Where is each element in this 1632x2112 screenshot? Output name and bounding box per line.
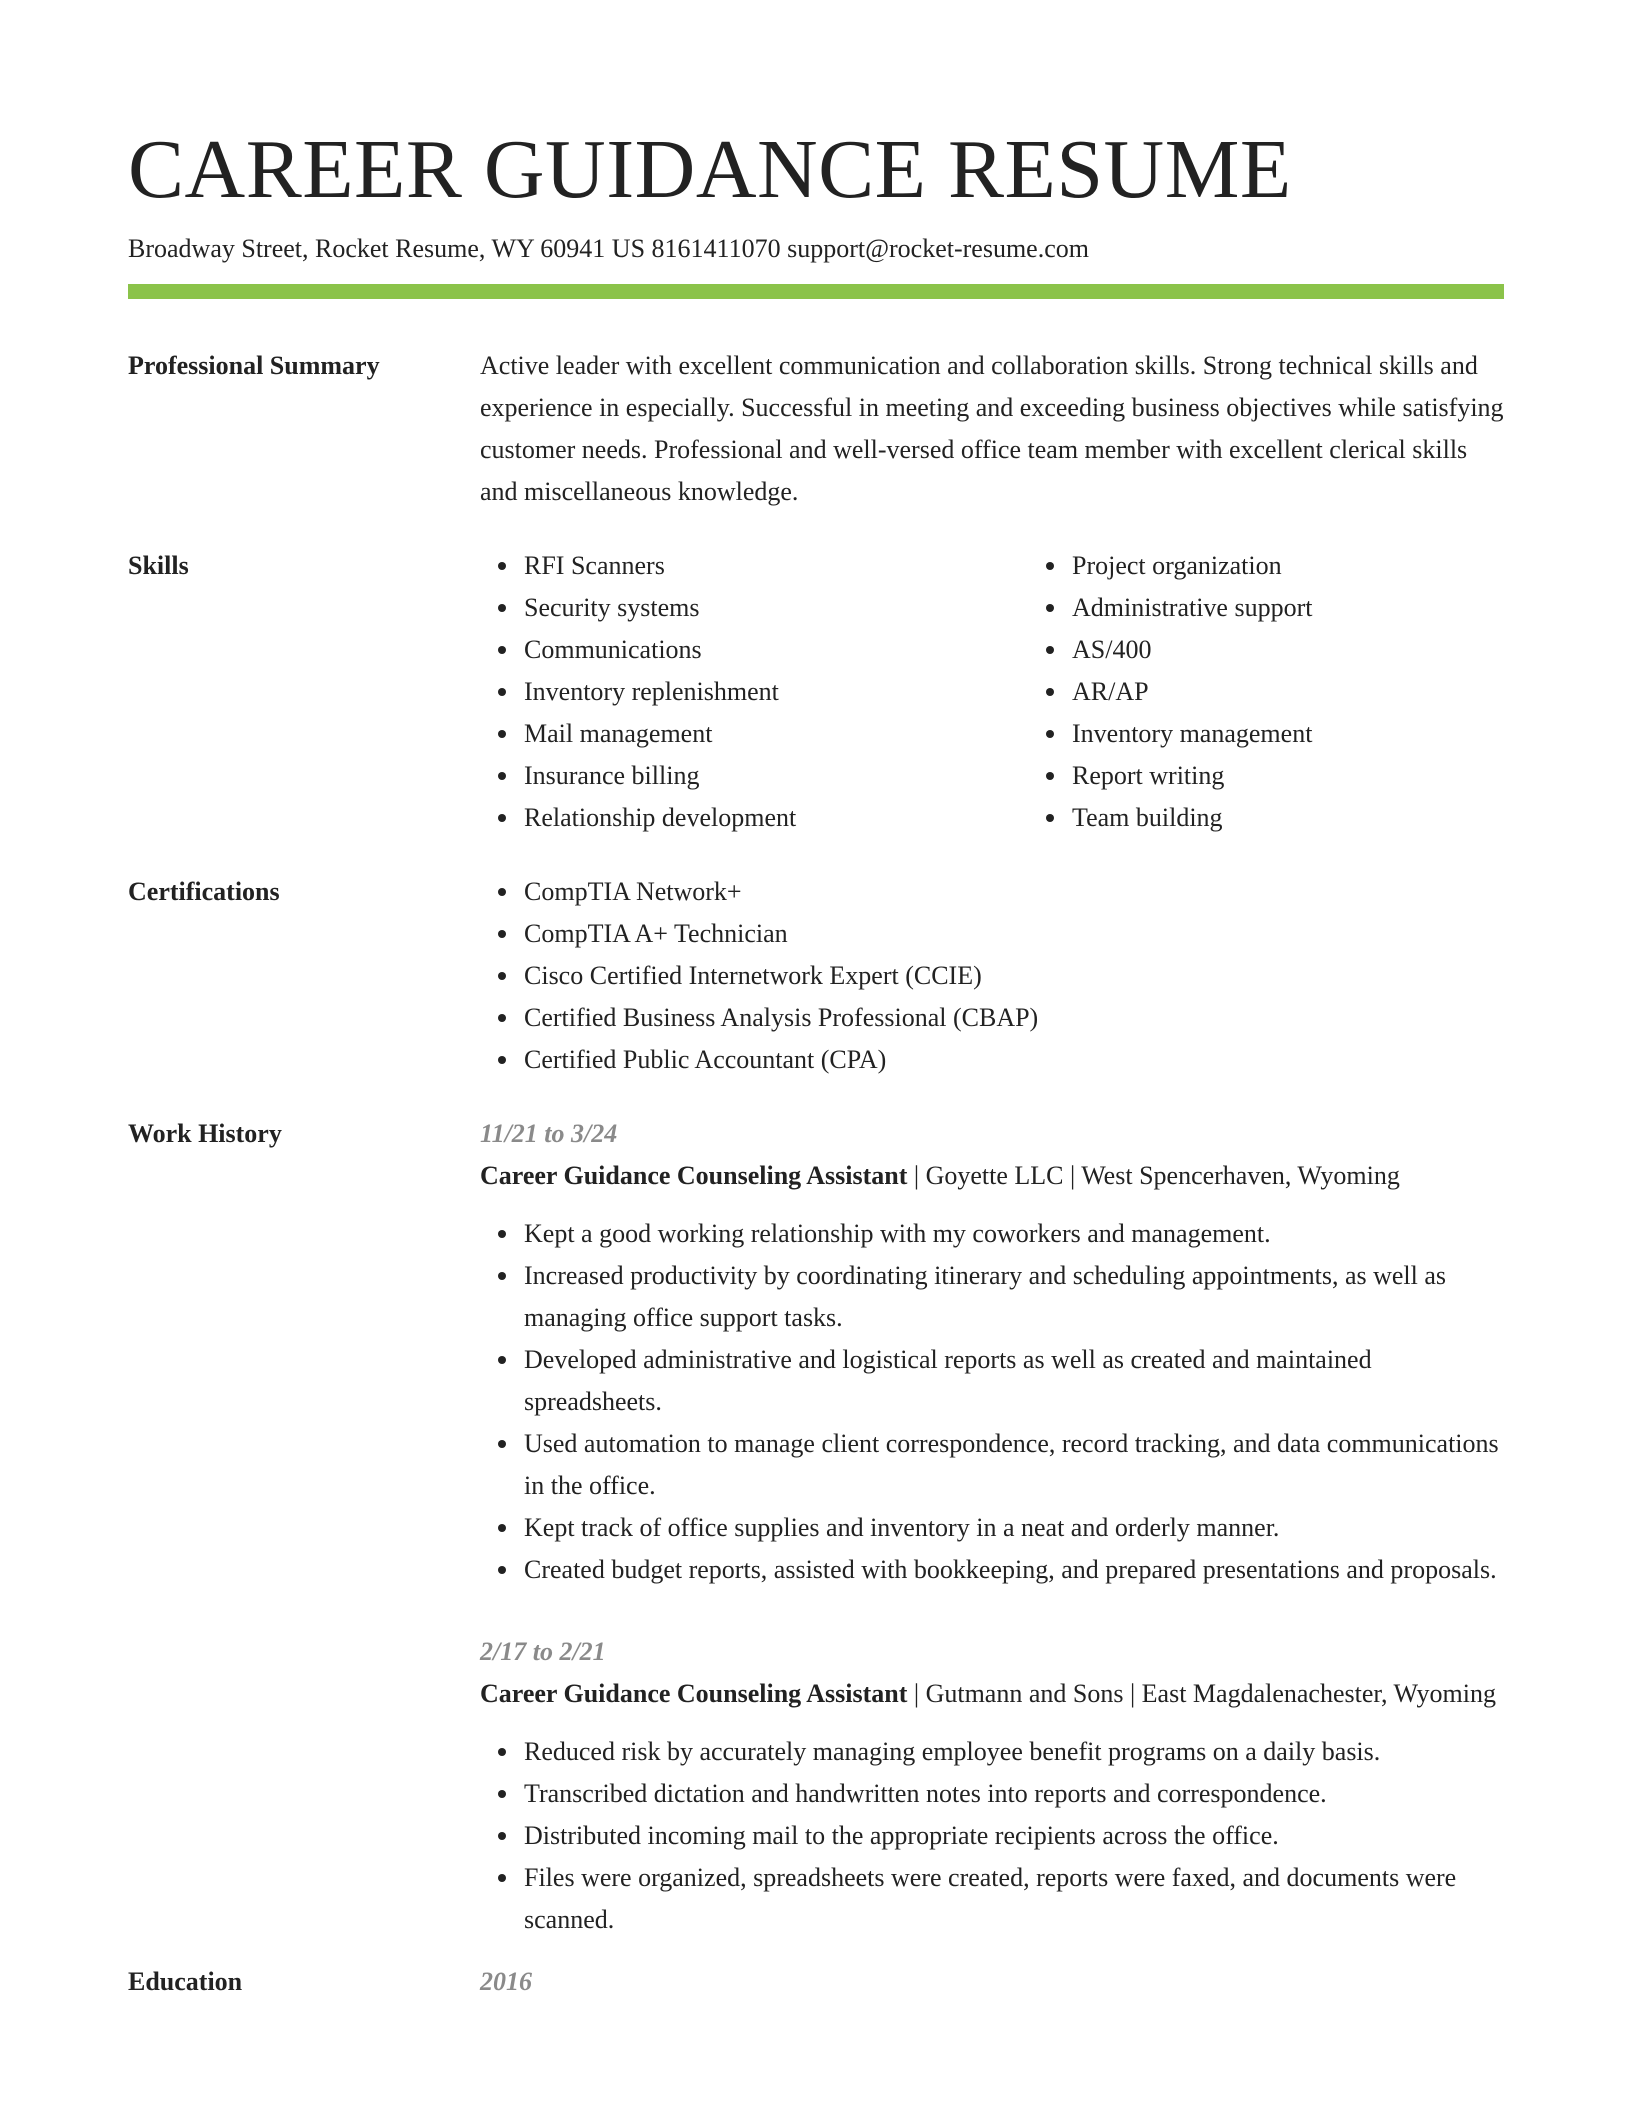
skills-heading: Skills (128, 551, 189, 580)
job-bullet: Reduced risk by accurately managing employee benefit programs on a daily basis. (524, 1731, 1504, 1773)
education-body (480, 1961, 1504, 2003)
job-dates: 11/21 to 3/24 (480, 1119, 618, 1148)
resume-name: CAREER GUIDANCE RESUME (128, 123, 1292, 216)
certification-item: Certified Public Accountant (CPA) (524, 1039, 1504, 1081)
skill-item: Report writing (1072, 755, 1504, 797)
work-history-body (480, 1113, 1504, 1941)
work-history-heading: Work History (128, 1119, 282, 1148)
skill-item: Project organization (1072, 545, 1504, 587)
skill-item: Security systems (524, 587, 1028, 629)
summary-heading: Professional Summary (128, 351, 380, 380)
certification-item: CompTIA A+ Technician (524, 913, 1504, 955)
work-history-section (128, 1113, 1504, 1941)
certification-item: CompTIA Network+ (524, 871, 1504, 913)
skill-item: Administrative support (1072, 587, 1504, 629)
resume-page (128, 120, 1504, 2003)
job-bullet: Kept track of office supplies and inventory in a neat and orderly manner. (524, 1507, 1504, 1549)
job-bullet: Developed administrative and logistical reports as well as created and maintained spreadsheets. (524, 1339, 1504, 1423)
job-bullet: Created budget reports, assisted with bookkeeping, and prepared presentations and proposals. (524, 1549, 1504, 1591)
education-heading: Education (128, 1967, 243, 1996)
header-divider (128, 284, 1504, 299)
skill-item: Mail management (524, 713, 1028, 755)
job-bullets (480, 1213, 1504, 1591)
skills-section (128, 545, 1504, 839)
skill-item: AS/400 (1072, 629, 1504, 671)
certifications-body (480, 871, 1504, 1081)
skill-item: Insurance billing (524, 755, 1028, 797)
job-title-line (480, 1673, 1504, 1715)
skill-item: Team building (1072, 797, 1504, 839)
summary-text: Active leader with excellent communication and collaboration skills. Strong technical skills and experience in especially. Successful in meeting and exceeding business objectives while satisfying customer needs. Professional and well-versed office team member with excellent clerical skills and miscellaneous knowledge. (480, 351, 1504, 506)
certification-item: Cisco Certified Internetwork Expert (CCIE) (524, 955, 1504, 997)
summary-section (128, 345, 1504, 513)
contact-address: Broadway Street, Rocket Resume, WY 60941 US (128, 234, 646, 263)
skills-columns (480, 545, 1504, 839)
job-bullet: Files were organized, spreadsheets were created, reports were faxed, and documents were scanned. (524, 1857, 1504, 1941)
job-title-line (480, 1155, 1504, 1197)
skill-item: Communications (524, 629, 1028, 671)
contact-phone: 8161411070 (651, 234, 781, 263)
certifications-list (480, 871, 1504, 1081)
job-bullets (480, 1731, 1504, 1941)
contact-email: support@rocket-resume.com (787, 234, 1089, 263)
job-details: | Goyette LLC | West Spencerhaven, Wyoming (907, 1161, 1400, 1190)
certification-item: Certified Business Analysis Professional (CBAP) (524, 997, 1504, 1039)
job-entry (480, 1113, 1504, 1591)
job-role: Career Guidance Counseling Assistant (480, 1679, 908, 1708)
skills-body (480, 545, 1504, 839)
education-section (128, 1961, 1504, 2003)
job-bullet: Transcribed dictation and handwritten notes into reports and correspondence. (524, 1773, 1504, 1815)
job-bullet: Used automation to manage client correspondence, record tracking, and data communications in the office. (524, 1423, 1504, 1507)
skill-item: Inventory management (1072, 713, 1504, 755)
job-role: Career Guidance Counseling Assistant (480, 1161, 908, 1190)
certifications-section (128, 871, 1504, 1081)
skill-item: Relationship development (524, 797, 1028, 839)
education-year: 2016 (480, 1967, 532, 1996)
skill-item: RFI Scanners (524, 545, 1028, 587)
job-details: | Gutmann and Sons | East Magdalenachester, Wyoming (907, 1679, 1496, 1708)
job-dates: 2/17 to 2/21 (480, 1637, 606, 1666)
job-bullet: Kept a good working relationship with my coworkers and management. (524, 1213, 1504, 1255)
skill-item: AR/AP (1072, 671, 1504, 713)
skills-list-right (1028, 545, 1504, 839)
skill-item: Inventory replenishment (524, 671, 1028, 713)
job-bullet: Distributed incoming mail to the appropriate recipients across the office. (524, 1815, 1504, 1857)
certifications-heading: Certifications (128, 877, 280, 906)
job-bullet: Increased productivity by coordinating itinerary and scheduling appointments, as well as managing office support tasks. (524, 1255, 1504, 1339)
skills-list-left (480, 545, 1028, 839)
job-entry (480, 1631, 1504, 1941)
contact-line (128, 232, 1504, 266)
